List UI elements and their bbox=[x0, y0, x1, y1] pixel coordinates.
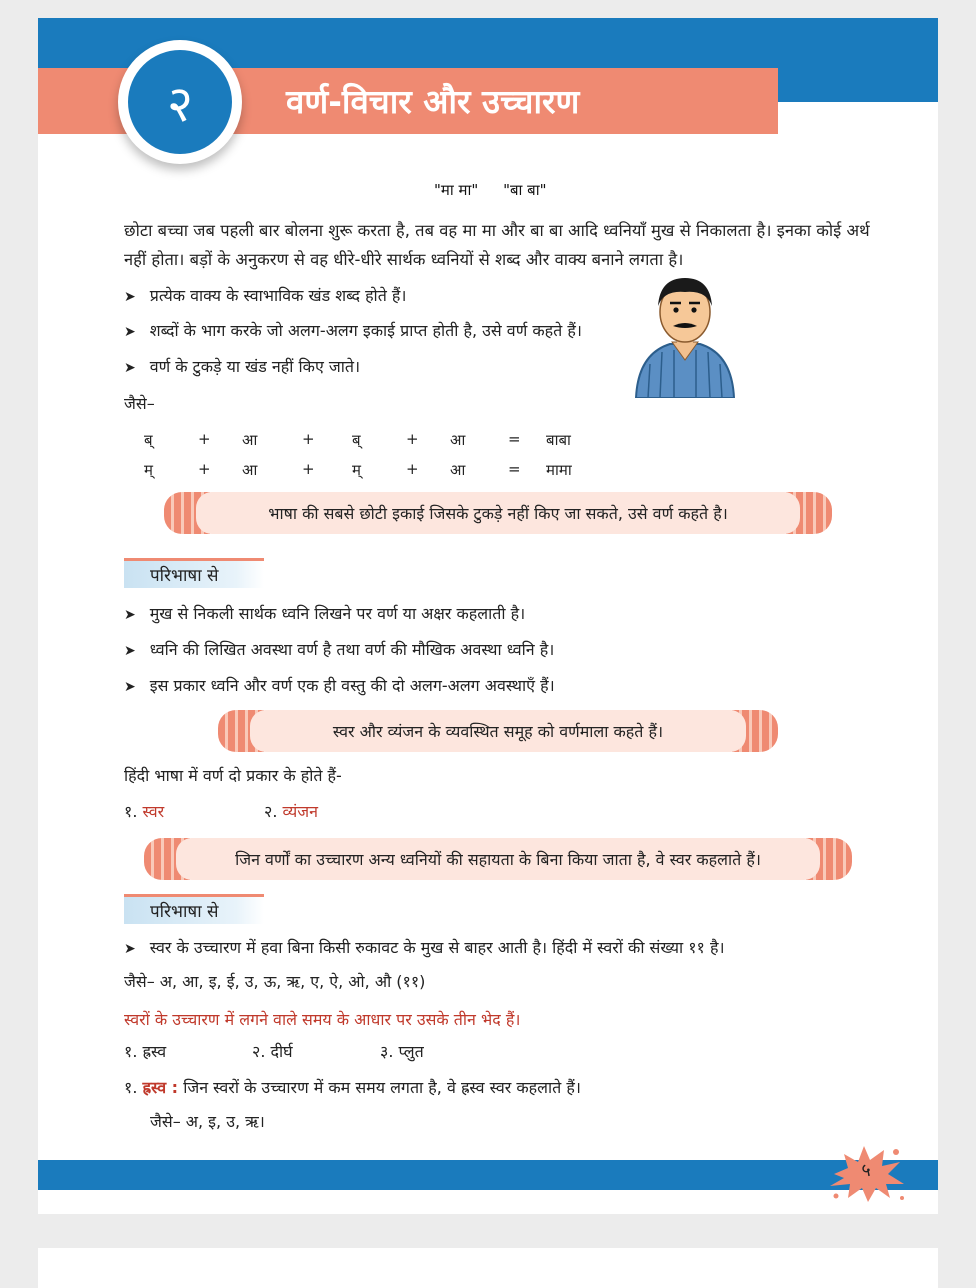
chapter-title: वर्ण-विचार और उच्चारण bbox=[286, 82, 580, 121]
bullet-text: इस प्रकार ध्वनि और वर्ण एक ही वस्तु की दो अलग-अलग अवस्थाएँ हैं। bbox=[149, 676, 555, 695]
highlight-ribbon bbox=[144, 838, 852, 880]
highlight-ribbon bbox=[164, 492, 832, 534]
arrow-icon: ➤ bbox=[124, 360, 136, 376]
definition-heading: परिभाषा से bbox=[124, 558, 264, 588]
bullet-text: वर्ण के टुकड़े या खंड नहीं किए जाते। bbox=[149, 357, 361, 376]
hrasva-def: जिन स्वरों के उच्चारण में कम समय लगता है, वे ह्रस्व स्वर कहलाते हैं। bbox=[183, 1078, 581, 1097]
quote-ba: "बा बा" bbox=[503, 181, 547, 199]
quote-line bbox=[434, 180, 567, 200]
bullet-text: मुख से निकली सार्थक ध्वनि लिखने पर वर्ण या अक्षर कहलाती है। bbox=[149, 604, 526, 623]
example-cell: = bbox=[508, 460, 521, 478]
quote-ma: "मा मा" bbox=[434, 181, 479, 199]
example-cell: आ bbox=[450, 461, 466, 479]
swar-type bbox=[124, 1040, 166, 1062]
arrow-icon: ➤ bbox=[124, 324, 136, 340]
example-cell: + bbox=[302, 430, 315, 448]
swar-type-label: प्लुत bbox=[398, 1042, 424, 1061]
ribbon-text: स्वर और व्यंजन के व्यवस्थित समूह को वर्णमाला कहते हैं। bbox=[250, 710, 746, 752]
arrow-icon: ➤ bbox=[124, 679, 136, 695]
swar-type-num: १. bbox=[124, 1042, 138, 1061]
bullet-item bbox=[124, 319, 582, 341]
arrow-icon: ➤ bbox=[124, 941, 136, 957]
example-cell: मामा bbox=[546, 461, 572, 479]
bullet-text: स्वर के उच्चारण में हवा बिना किसी रुकावट के मुख से बाहर आती है। हिंदी में स्वरों की संख्या ११ है। bbox=[149, 938, 725, 957]
example-cell: + bbox=[406, 430, 419, 448]
type-label: व्यंजन bbox=[282, 802, 319, 821]
ribbon-text: जिन वर्णों का उच्चारण अन्य ध्वनियों की सहायता के बिना किया जाता है, वे स्वर कहलाते हैं। bbox=[176, 838, 820, 880]
arrow-icon: ➤ bbox=[124, 289, 136, 305]
type-item bbox=[124, 800, 164, 822]
type-item bbox=[264, 800, 318, 822]
next-page-edge bbox=[38, 1248, 938, 1288]
example-cell: आ bbox=[242, 431, 258, 449]
chapter-number: २ bbox=[128, 50, 232, 154]
bullet-item bbox=[124, 936, 725, 958]
bullet-text: शब्दों के भाग करके जो अलग-अलग इकाई प्राप्त होती है, उसे वर्ण कहते हैं। bbox=[149, 321, 582, 340]
type-label: स्वर bbox=[142, 802, 165, 821]
bullet-text: ध्वनि की लिखित अवस्था वर्ण है तथा वर्ण की मौखिक अवस्था ध्वनि है। bbox=[149, 640, 555, 659]
bullet-item bbox=[124, 638, 554, 660]
swar-type-num: ३. bbox=[380, 1042, 394, 1061]
ribbon-text: भाषा की सबसे छोटी इकाई जिसके टुकड़े नहीं किए जा सकते, उसे वर्ण कहते है। bbox=[196, 492, 800, 534]
example-cell: आ bbox=[242, 461, 258, 479]
hrasva-definition bbox=[124, 1076, 581, 1098]
arrow-icon: ➤ bbox=[124, 607, 136, 623]
definition-heading: परिभाषा से bbox=[124, 894, 264, 924]
type-num: २. bbox=[264, 802, 278, 821]
example-row bbox=[144, 430, 604, 450]
swar-type-label: ह्रस्व bbox=[142, 1042, 167, 1061]
bullet-text: प्रत्येक वाक्य के स्वाभाविक खंड शब्द होते हैं। bbox=[149, 286, 407, 305]
example-cell: + bbox=[302, 460, 315, 478]
example-cell: = bbox=[508, 430, 521, 448]
bullet-item bbox=[124, 284, 406, 306]
highlight-ribbon bbox=[218, 710, 778, 752]
swar-type-label: दीर्घ bbox=[270, 1042, 293, 1061]
hrasva-example: जैसे– अ, इ, उ, ऋ। bbox=[150, 1112, 265, 1131]
example-row bbox=[144, 460, 604, 480]
example-cell: आ bbox=[450, 431, 466, 449]
example-cell: ब् bbox=[144, 431, 153, 449]
footer-blue-band bbox=[38, 1160, 938, 1190]
bullet-item bbox=[124, 355, 360, 377]
type-num: १. bbox=[124, 802, 138, 821]
swar-type bbox=[252, 1040, 293, 1062]
example-cell: म् bbox=[352, 461, 361, 479]
swar-type-num: २. bbox=[252, 1042, 266, 1061]
example-cell: + bbox=[198, 430, 211, 448]
bullet-item bbox=[124, 602, 525, 624]
man-illustration-icon bbox=[630, 270, 740, 398]
example-cell: + bbox=[406, 460, 419, 478]
example-cell: बाबा bbox=[546, 431, 571, 449]
intro-paragraph: छोटा बच्चा जब पहली बार बोलना शुरू करता है, तब वह मा मा और बा बा आदि ध्वनियाँ मुख से निकालता है। इनका कोई अर्थ नहीं होता। बड़ों के अनुकरण से वह धीरे-धीरे सार्थक ध्वनियों से शब्द और वाक्य बनाने लगता है। bbox=[124, 221, 870, 269]
swar-time-note: स्वरों के उच्चारण में लगने वाले समय के आधार पर उसके तीन भेद हैं। bbox=[124, 1010, 521, 1029]
example-label: जैसे– bbox=[124, 394, 155, 413]
chapter-badge bbox=[118, 40, 242, 164]
hrasva-term: ह्रस्व : bbox=[142, 1078, 179, 1097]
example-cell: ब् bbox=[352, 431, 361, 449]
example-cell: म् bbox=[144, 461, 153, 479]
types-intro: हिंदी भाषा में वर्ण दो प्रकार के होते हैं- bbox=[124, 766, 342, 785]
arrow-icon: ➤ bbox=[124, 643, 136, 659]
hrasva-num: १. bbox=[124, 1078, 138, 1097]
page-number: ५ bbox=[861, 1160, 871, 1181]
swar-example: जैसे– अ, आ, इ, ई, उ, ऊ, ऋ, ए, ऐ, ओ, औ (११) bbox=[124, 972, 426, 991]
bullet-item bbox=[124, 674, 555, 696]
swar-type bbox=[380, 1040, 424, 1062]
example-cell: + bbox=[198, 460, 211, 478]
textbook-page bbox=[38, 18, 938, 1214]
